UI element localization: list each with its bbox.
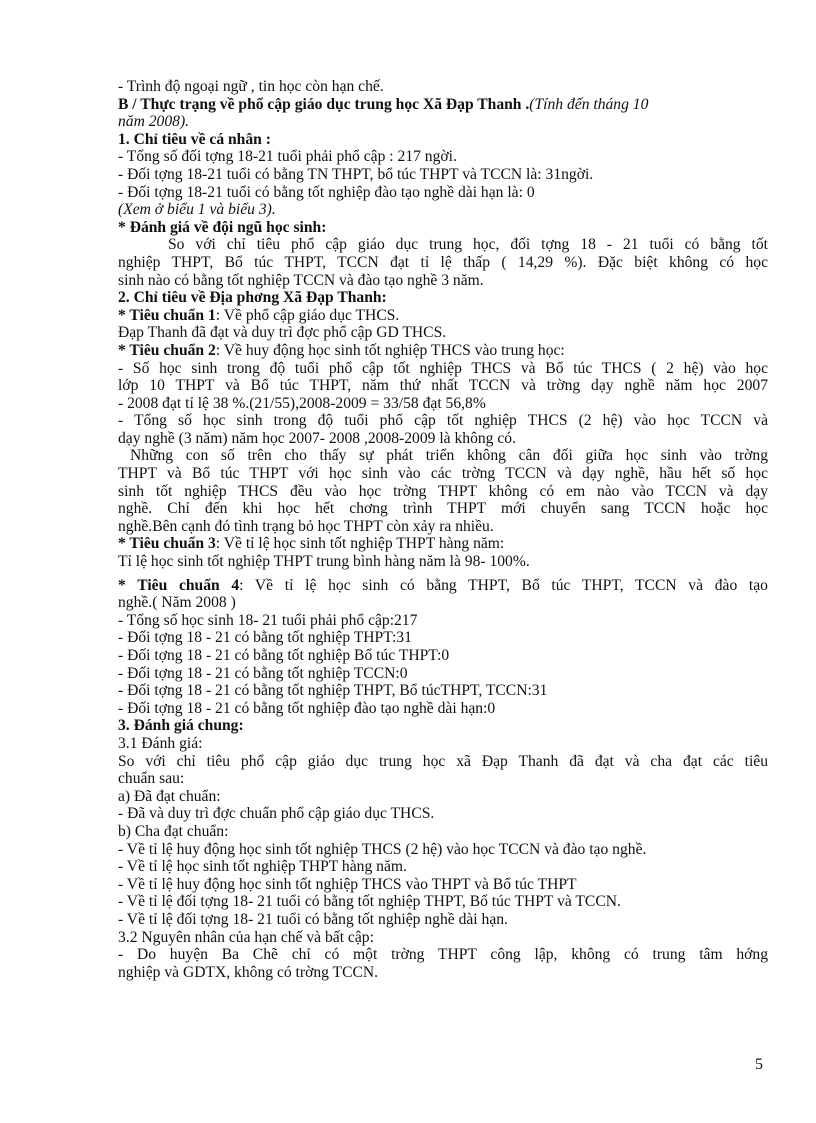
- criterion-label: * Tiêu chuẩn 3: [118, 535, 216, 553]
- text-line: - Đối tợng 18-21 tuổi có bằng TN THPT, bổ túc THPT và TCCN là: 31ngời.: [118, 165, 594, 183]
- text-line: - Tổng số đối tợng 18-21 tuổi phải phổ cập : 217 ngời.: [118, 148, 457, 166]
- criterion-text: : Về huy động học sinh tốt nghiệp THCS vào trung học:: [215, 341, 565, 359]
- subheading: * Đánh giá về đội ngũ học sinh:: [118, 218, 327, 236]
- text-line: lớp 10 THPT và Bổ túc THPT, năm thứ nhất TCCN và trờng dạy nghề năm học 2007: [118, 377, 768, 395]
- text-line: - Tổng số học sinh 18- 21 tuổi phải phổ cập:217: [118, 611, 418, 629]
- heading-text: B / Thực trạng về phổ cập giáo dục trung học Xã Đạp Thanh .: [118, 95, 530, 113]
- text-line: - Về tỉ lệ đối tợng 18- 21 tuổi có bằng tốt nghiệp nghề dài hạn.: [118, 910, 508, 928]
- criterion-text: : Về tỉ lệ học sinh có bằng THPT, Bổ túc THPT, TCCN và đào tạo: [239, 576, 768, 594]
- text-line: - 2008 đạt tỉ lệ 38 %.(21/55),2008-2009 = 33/58 đạt 56,8%: [118, 394, 486, 412]
- text-line: - Đối tợng 18-21 tuổi có bằng tốt nghiệp đào tạo nghề dài hạn là: 0: [118, 183, 535, 201]
- text-line: - Đối tợng 18 - 21 có bằng tốt nghiệp THPT:31: [118, 629, 412, 647]
- text-line: nghề. Chỉ đến khi học hết chơng trình THPT mới chuyển sang TCCN hoặc học: [118, 500, 768, 518]
- text-line: So với chỉ tiêu phổ cập giáo dục trung học, đối tợng 18 - 21 tuổi có bằng tốt: [168, 236, 768, 254]
- text-line: - Tổng số học sinh trong độ tuổi phổ cập tốt nghiệp THCS (2 hệ) vào học TCCN và: [118, 412, 768, 430]
- text-line: nghiệp THPT, Bổ túc THPT, TCCN đạt tỉ lệ thấp ( 14,29 %). Đặc biệt không có học: [118, 253, 768, 271]
- section-heading: [118, 96, 768, 114]
- text-line: Những con số trên cho thấy sự phát triển không cân đối giữa học sinh vào trờng: [130, 447, 768, 465]
- text-line: b) Cha đạt chuẩn:: [118, 822, 229, 840]
- text-line: - Đối tợng 18 - 21 có bằng tốt nghiệp đào tạo nghề dài hạn:0: [118, 699, 496, 717]
- text-line: a) Đã đạt chuẩn:: [118, 787, 221, 805]
- text-line: - Về tỉ lệ huy động học sinh tốt nghiệp THCS vào THPT và Bổ túc THPT: [118, 875, 577, 893]
- text-line: 3.1 Đánh giá:: [118, 734, 203, 752]
- text-line: Đạp Thanh đã đạt và duy trì đợc phổ cập GD THCS.: [118, 324, 447, 342]
- subheading: 2. Chỉ tiêu về Địa phơng Xã Đạp Thanh:: [118, 289, 387, 307]
- text-line: So với chỉ tiêu phổ cập giáo dục trung học xã Đạp Thanh đã đạt và cha đạt các tiêu: [118, 752, 768, 770]
- text-line: - Trình độ ngoại ngữ , tin học còn hạn chế.: [118, 78, 384, 95]
- criterion-label: * Tiêu chuẩn 4: [118, 576, 240, 594]
- text-line: - Đối tợng 18 - 21 có bằng tốt nghiệp THPT, Bổ túcTHPT, TCCN:31: [118, 682, 548, 700]
- reference-note: (Xem ở biểu 1 và biểu 3).: [118, 201, 276, 219]
- page-number: 5: [755, 1056, 763, 1073]
- criterion-line: [118, 535, 768, 553]
- text-line: - Về tỉ lệ đối tợng 18- 21 tuổi có bằng tốt nghiệp THPT, Bổ túc THPT và TCCN.: [118, 893, 621, 911]
- heading-note-continued: năm 2008).: [118, 113, 190, 131]
- text-line: - Về tỉ lệ học sinh tốt nghiệp THPT hàng năm.: [118, 858, 407, 876]
- criterion-label: * Tiêu chuẩn 2: [118, 341, 216, 359]
- text-line: - Đối tợng 18 - 21 có bằng tốt nghiệp TCCN:0: [118, 664, 408, 682]
- subheading: 3. Đánh giá chung:: [118, 717, 244, 735]
- text-line: sinh nào có bằng tốt nghiệp TCCN và đào tạo nghề 3 năm.: [118, 271, 484, 289]
- heading-note: (Tính đến tháng 10: [529, 95, 649, 113]
- text-line: THPT và Bổ túc THPT với học sinh vào các trờng TCCN và dạy nghề, hầu hết số học: [118, 465, 768, 483]
- criterion-line: [118, 577, 768, 595]
- criterion-line: [118, 342, 768, 360]
- text-line: - Về tỉ lệ huy động học sinh tốt nghiệp THCS (2 hệ) vào học TCCN và đào tạo nghề.: [118, 840, 647, 858]
- text-line: - Đối tợng 18 - 21 có bằng tốt nghiệp Bổ túc THPT:0: [118, 647, 450, 664]
- document-page: [118, 78, 768, 981]
- text-line: 3.2 Nguyên nhân của hạn chế và bất cập:: [118, 928, 374, 946]
- text-line: sinh tốt nghiệp THCS đều vào học trờng THPT không có em nào vào TCCN và dạy: [118, 482, 768, 500]
- subheading: 1. Chỉ tiêu về cá nhân :: [118, 130, 271, 148]
- criterion-text: : Về tỉ lệ học sinh tốt nghiệp THPT hàng năm:: [215, 535, 505, 553]
- text-line: dạy nghề (3 năm) năm học 2007- 2008 ,2008-2009 là không có.: [118, 429, 516, 447]
- text-line: nghề.Bên cạnh đó tình trạng bỏ học THPT còn xảy ra nhiều.: [118, 517, 494, 535]
- text-line: nghiệp và GDTX, không có trờng TCCN.: [118, 963, 379, 981]
- criterion-text: : Về phổ cập giáo dục THCS.: [215, 306, 400, 324]
- text-line: nghề.( Năm 2008 ): [118, 594, 236, 612]
- text-line: chuẩn sau:: [118, 770, 185, 788]
- criterion-line: [118, 307, 768, 325]
- text-line: - Đã và duy trì đợc chuẩn phổ cập giáo dục THCS.: [118, 805, 435, 823]
- text-line: Tỉ lệ học sinh tốt nghiệp THPT trung bình hàng năm là 98- 100%.: [118, 553, 530, 571]
- text-line: - Do huyện Ba Chẽ chỉ có một trờng THPT công lập, không có trung tâm hớng: [118, 946, 768, 964]
- criterion-label: * Tiêu chuẩn 1: [118, 306, 216, 324]
- text-line: - Số học sinh trong độ tuổi phổ cập tốt nghiệp THCS và Bổ túc THCS ( 2 hệ) vào học: [118, 359, 768, 377]
